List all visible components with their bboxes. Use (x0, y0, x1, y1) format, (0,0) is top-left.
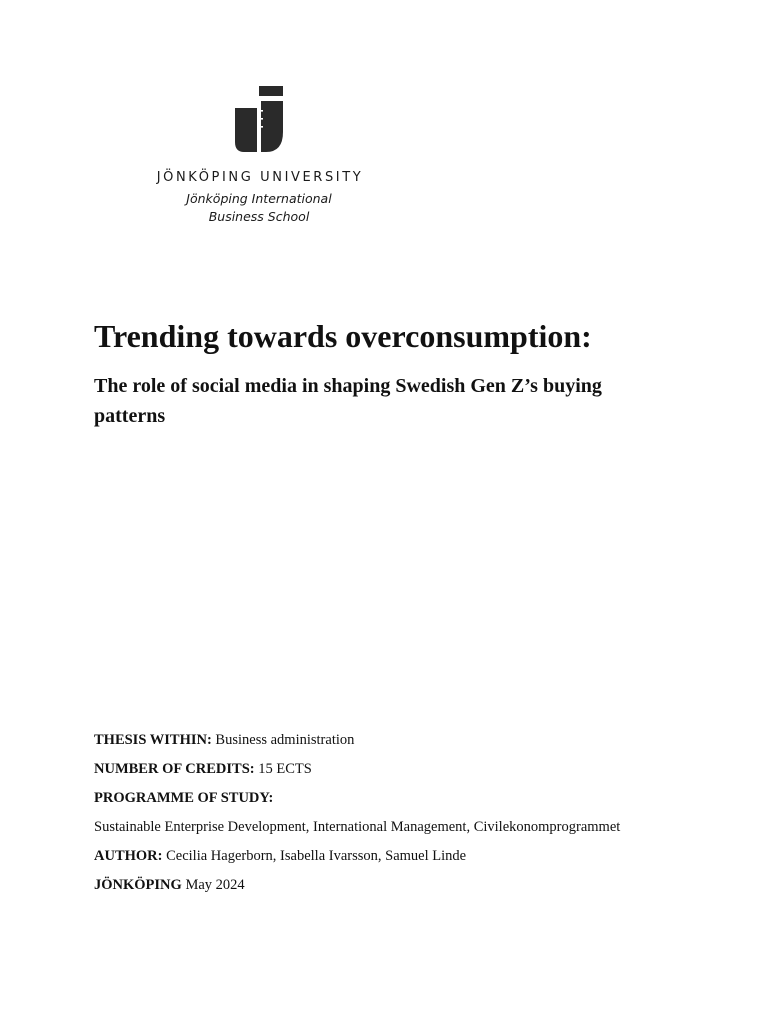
thesis-within-value: Business administration (215, 732, 355, 748)
location-label: JÖNKÖPING (94, 877, 182, 893)
credits-line (94, 759, 754, 788)
location-date-line (94, 875, 754, 904)
thesis-within-line (94, 730, 754, 759)
author-value: Cecilia Hagerborn, Isabella Ivarsson, Samuel Linde (166, 848, 467, 864)
date-value: May 2024 (185, 877, 245, 893)
thesis-title: Trending towards overconsumption: (94, 318, 592, 354)
credits-label: NUMBER OF CREDITS: (94, 761, 255, 777)
school-name (0, 190, 518, 226)
thesis-within-label: THESIS WITHIN: (94, 732, 212, 748)
thesis-meta (94, 730, 754, 904)
university-name: JÖNKÖPING UNIVERSITY (156, 170, 364, 185)
ju-logo-icon (230, 84, 288, 154)
school-name-line1: Jönköping International (186, 191, 332, 206)
programme-value-line (94, 817, 754, 846)
author-line (94, 846, 754, 875)
school-name-line2: Business School (208, 209, 310, 224)
programme-value: Sustainable Enterprise Development, International Management, Civilekonomprogrammet (94, 819, 621, 835)
thesis-subtitle: The role of social media in shaping Swedish Gen Z’s buying patterns (94, 375, 602, 427)
credits-value: 15 ECTS (258, 761, 312, 777)
programme-label: PROGRAMME OF STUDY: (94, 790, 274, 806)
university-logo (0, 84, 518, 226)
author-label: AUTHOR: (94, 848, 163, 864)
programme-line (94, 788, 754, 817)
